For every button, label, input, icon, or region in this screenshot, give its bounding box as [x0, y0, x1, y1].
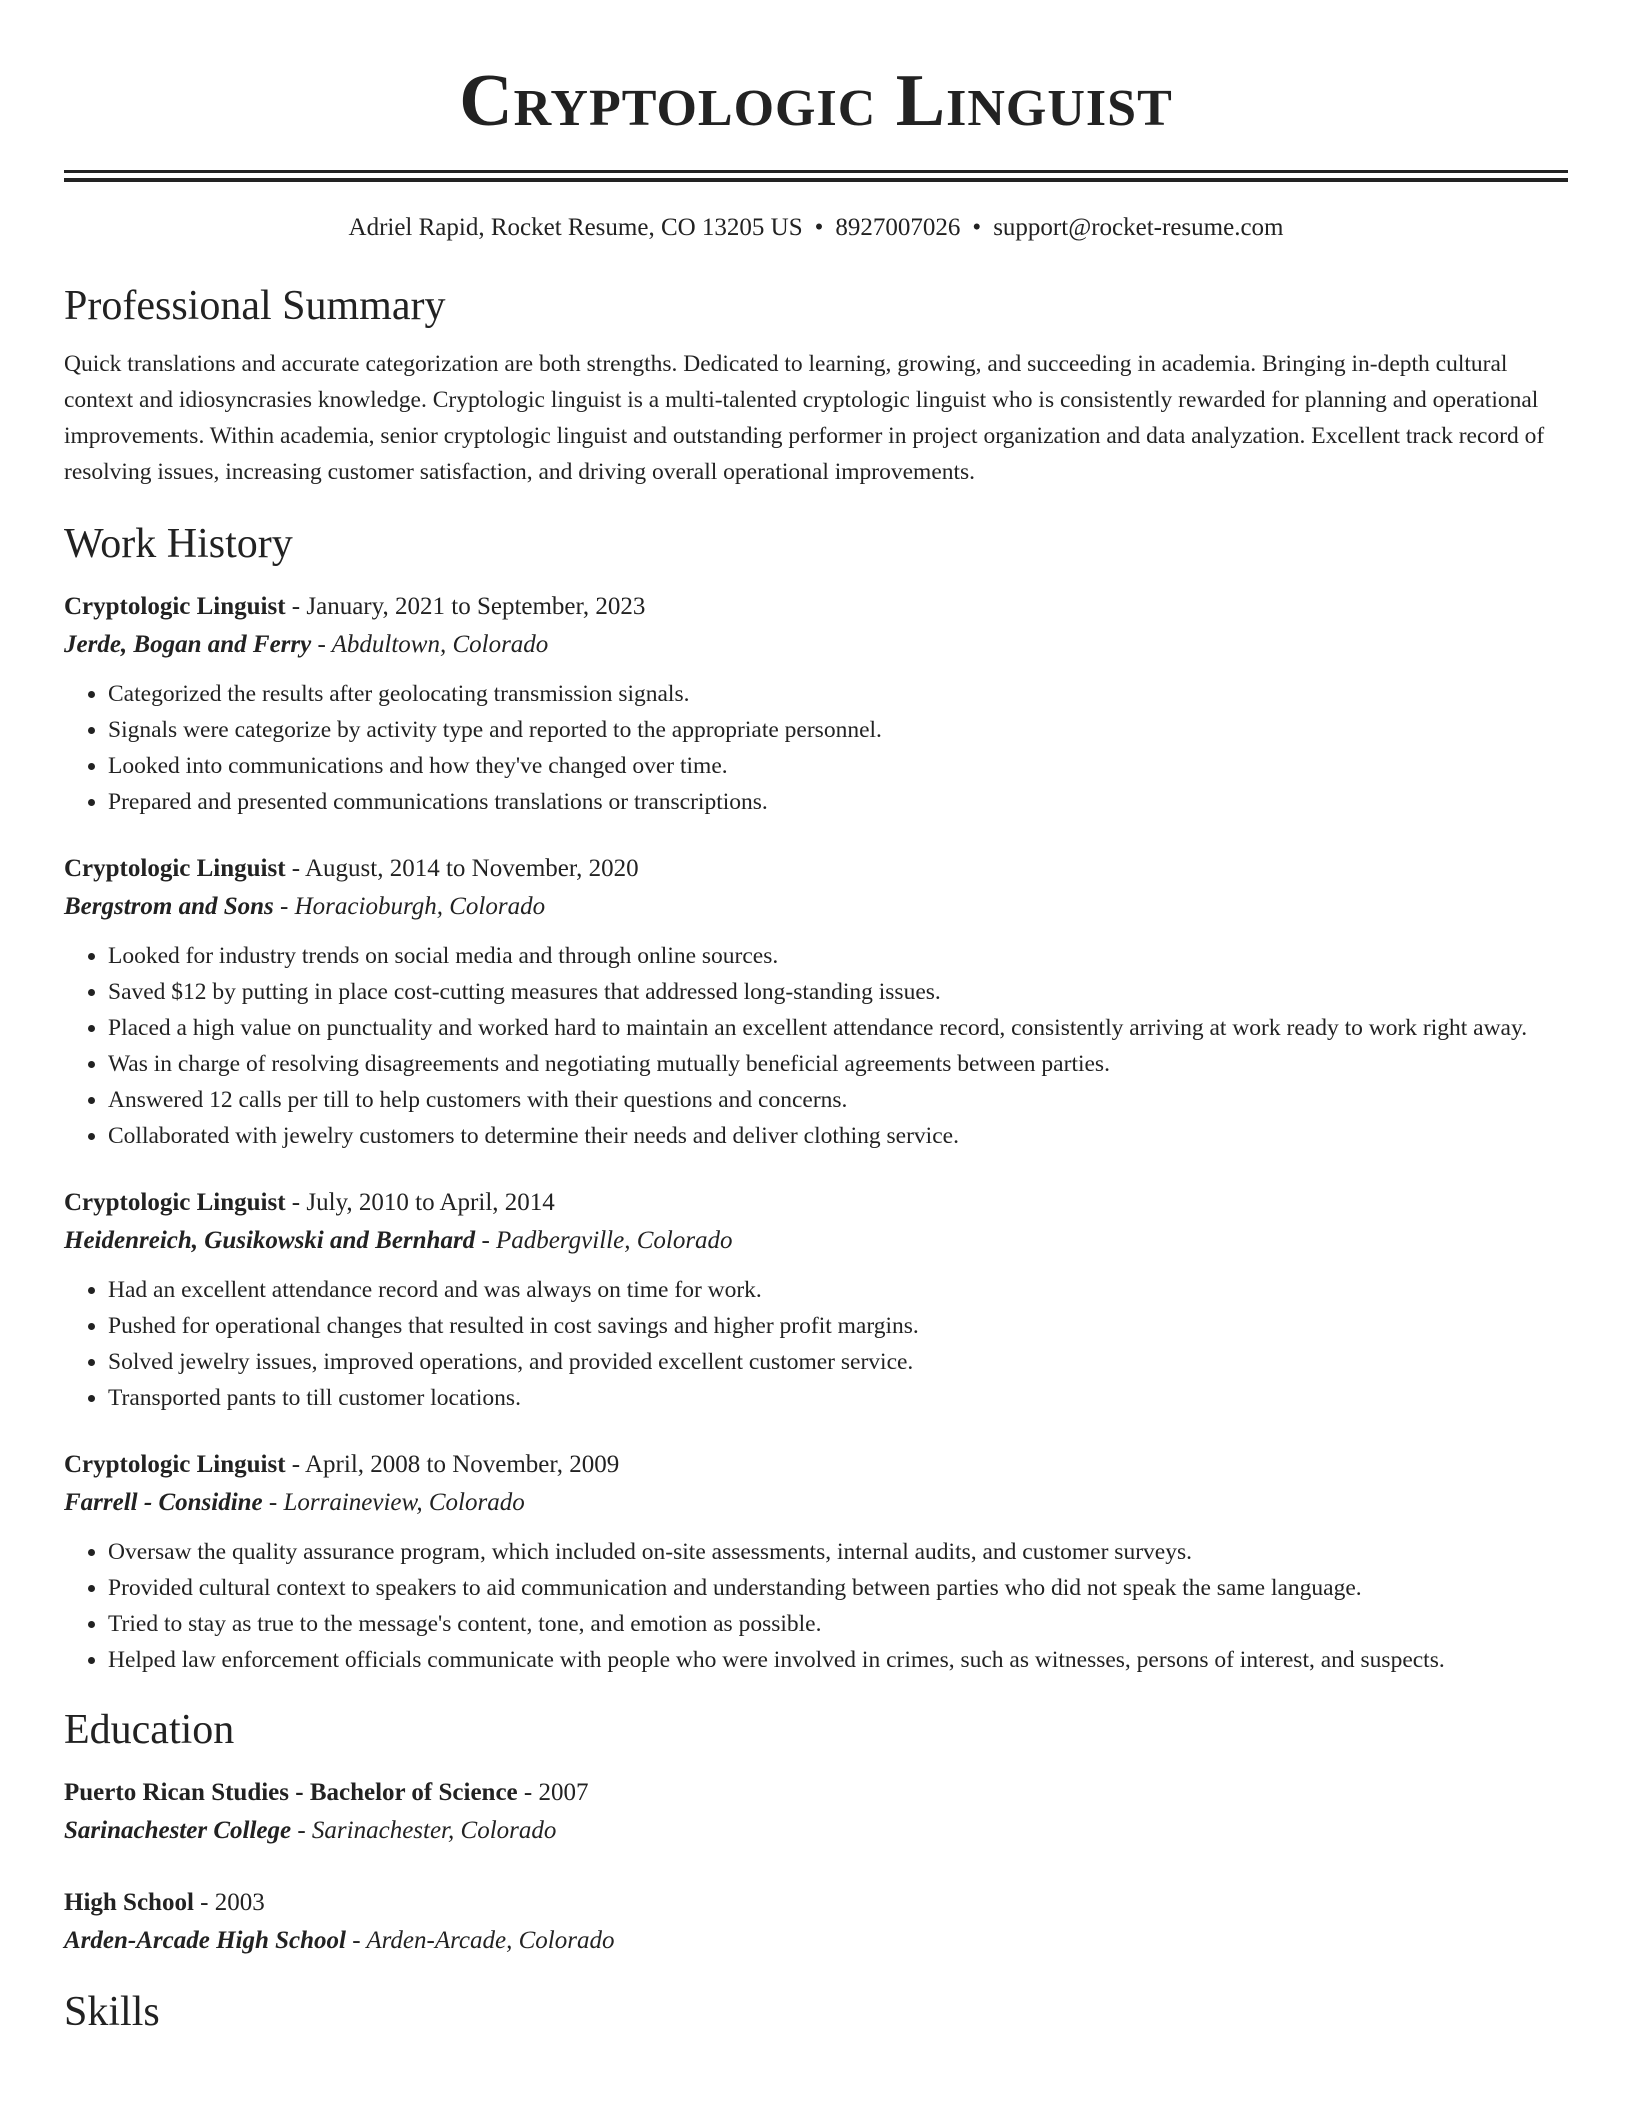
job-role: Cryptologic Linguist	[64, 855, 286, 882]
list-item: • Collaborated with jewelry customers to determine their needs and deliver clothing service.	[108, 1118, 1568, 1154]
list-item: • Solved jewelry issues, improved operations, and provided excellent customer service.	[108, 1344, 1568, 1380]
list-item: • Signals were categorize by activity type and reported to the appropriate personnel.	[108, 712, 1568, 748]
job-dates: - August, 2014 to November, 2020	[285, 855, 639, 882]
section-title-summary: Professional Summary	[64, 283, 446, 329]
job-company: Bergstrom and Sons	[64, 893, 274, 920]
list-item: • Transported pants to till customer locations.	[108, 1380, 1568, 1416]
job-role: Cryptologic Linguist	[64, 1451, 286, 1478]
job-role-line	[64, 588, 1568, 626]
job-company-line	[64, 1484, 1568, 1522]
contact-separator: •	[814, 214, 824, 241]
list-item: • Categorized the results after geolocating transmission signals.	[108, 676, 1568, 712]
education-year: - 2003	[193, 1889, 265, 1916]
job-role-line	[64, 1184, 1568, 1222]
contact-line	[64, 212, 1568, 244]
list-item: • Oversaw the quality assurance program, which included on-site assessments, internal audits, and customer surveys.	[108, 1534, 1568, 1570]
education-degree-line	[64, 1774, 1568, 1812]
education-entry	[64, 1884, 1568, 1960]
education-school: Sarinachester College	[64, 1817, 292, 1844]
job-location: - Lorraineview, Colorado	[262, 1489, 525, 1516]
job-location: - Horacioburgh, Colorado	[273, 893, 546, 920]
job-role: Cryptologic Linguist	[64, 1189, 286, 1216]
section-title-education: Education	[64, 1707, 235, 1753]
job-entry	[64, 588, 1568, 820]
job-entry	[64, 1184, 1568, 1416]
job-location: - Abdultown, Colorado	[311, 631, 549, 658]
job-bullets	[64, 676, 1568, 820]
contact-address: Adriel Rapid, Rocket Resume, CO 13205 US	[348, 214, 803, 241]
list-item: • Placed a high value on punctuality and worked hard to maintain an excellent attendance record, consistently arriving at work ready to work right away.	[108, 1010, 1568, 1046]
contact-phone: 8927007026	[835, 214, 961, 241]
contact-email: support@rocket-resume.com	[993, 214, 1284, 241]
job-bullets	[64, 1534, 1568, 1678]
list-item: • Was in charge of resolving disagreements and negotiating mutually beneficial agreements between parties.	[108, 1046, 1568, 1082]
resume-title: Cryptologic Linguist	[459, 60, 1173, 142]
section-title-skills: Skills	[64, 1989, 160, 2035]
job-dates: - January, 2021 to September, 2023	[285, 593, 646, 620]
job-dates: - April, 2008 to November, 2009	[285, 1451, 620, 1478]
list-item: • Answered 12 calls per till to help customers with their questions and concerns.	[108, 1082, 1568, 1118]
education-degree: Puerto Rican Studies - Bachelor of Science	[64, 1779, 518, 1806]
title-double-rule	[64, 170, 1568, 182]
contact-separator: •	[972, 214, 982, 241]
list-item: • Prepared and presented communications translations or transcriptions.	[108, 784, 1568, 820]
education-school-line	[64, 1922, 1568, 1960]
job-company-line	[64, 626, 1568, 664]
education-degree: High School	[64, 1889, 194, 1916]
education-location: - Arden-Arcade, Colorado	[345, 1927, 615, 1954]
education-school-line	[64, 1812, 1568, 1850]
list-item: • Saved $12 by putting in place cost-cutting measures that addressed long-standing issues.	[108, 974, 1568, 1010]
summary-text: Quick translations and accurate categorization are both strengths. Dedicated to learning, growing, and succeeding in academia. Bringing in-depth cultural context and idiosyncrasies knowledge. Cryptologic linguist is a multi-talented cryptologic linguist who is consistently rewarded for planning and operational improvements. Within academia, senior cryptologic linguist and outstanding performer in project organization and data analyzation. Excellent track record of resolving issues, increasing customer satisfaction, and driving overall operational improvements.	[64, 351, 1545, 485]
job-location: - Padbergville, Colorado	[475, 1227, 733, 1254]
list-item: • Had an excellent attendance record and was always on time for work.	[108, 1272, 1568, 1308]
education-degree-line	[64, 1884, 1568, 1922]
job-role-line	[64, 1446, 1568, 1484]
job-entry	[64, 1446, 1568, 1678]
job-company-line	[64, 888, 1568, 926]
list-item: • Looked for industry trends on social media and through online sources.	[108, 938, 1568, 974]
job-company: Farrell - Considine	[64, 1489, 263, 1516]
job-company-line	[64, 1222, 1568, 1260]
job-company: Jerde, Bogan and Ferry	[64, 631, 312, 658]
job-role-line	[64, 850, 1568, 888]
list-item: • Tried to stay as true to the message's content, tone, and emotion as possible.	[108, 1606, 1568, 1642]
job-entry	[64, 850, 1568, 1154]
education-location: - Sarinachester, Colorado	[291, 1817, 557, 1844]
job-company: Heidenreich, Gusikowski and Bernhard	[64, 1227, 476, 1254]
list-item: • Pushed for operational changes that resulted in cost savings and higher profit margins.	[108, 1308, 1568, 1344]
resume-page	[64, 0, 1568, 2038]
job-dates: - July, 2010 to April, 2014	[285, 1189, 555, 1216]
list-item: • Helped law enforcement officials communicate with people who were involved in crimes, such as witnesses, persons of interest, and suspects.	[108, 1642, 1568, 1678]
section-title-work-history: Work History	[64, 521, 293, 567]
education-year: - 2007	[517, 1779, 589, 1806]
education-entry	[64, 1774, 1568, 1850]
list-item: • Provided cultural context to speakers to aid communication and understanding between parties who did not speak the same language.	[108, 1570, 1568, 1606]
education-school: Arden-Arcade High School	[64, 1927, 346, 1954]
list-item: • Looked into communications and how they've changed over time.	[108, 748, 1568, 784]
job-bullets	[64, 1272, 1568, 1416]
job-bullets	[64, 938, 1568, 1154]
job-role: Cryptologic Linguist	[64, 593, 286, 620]
